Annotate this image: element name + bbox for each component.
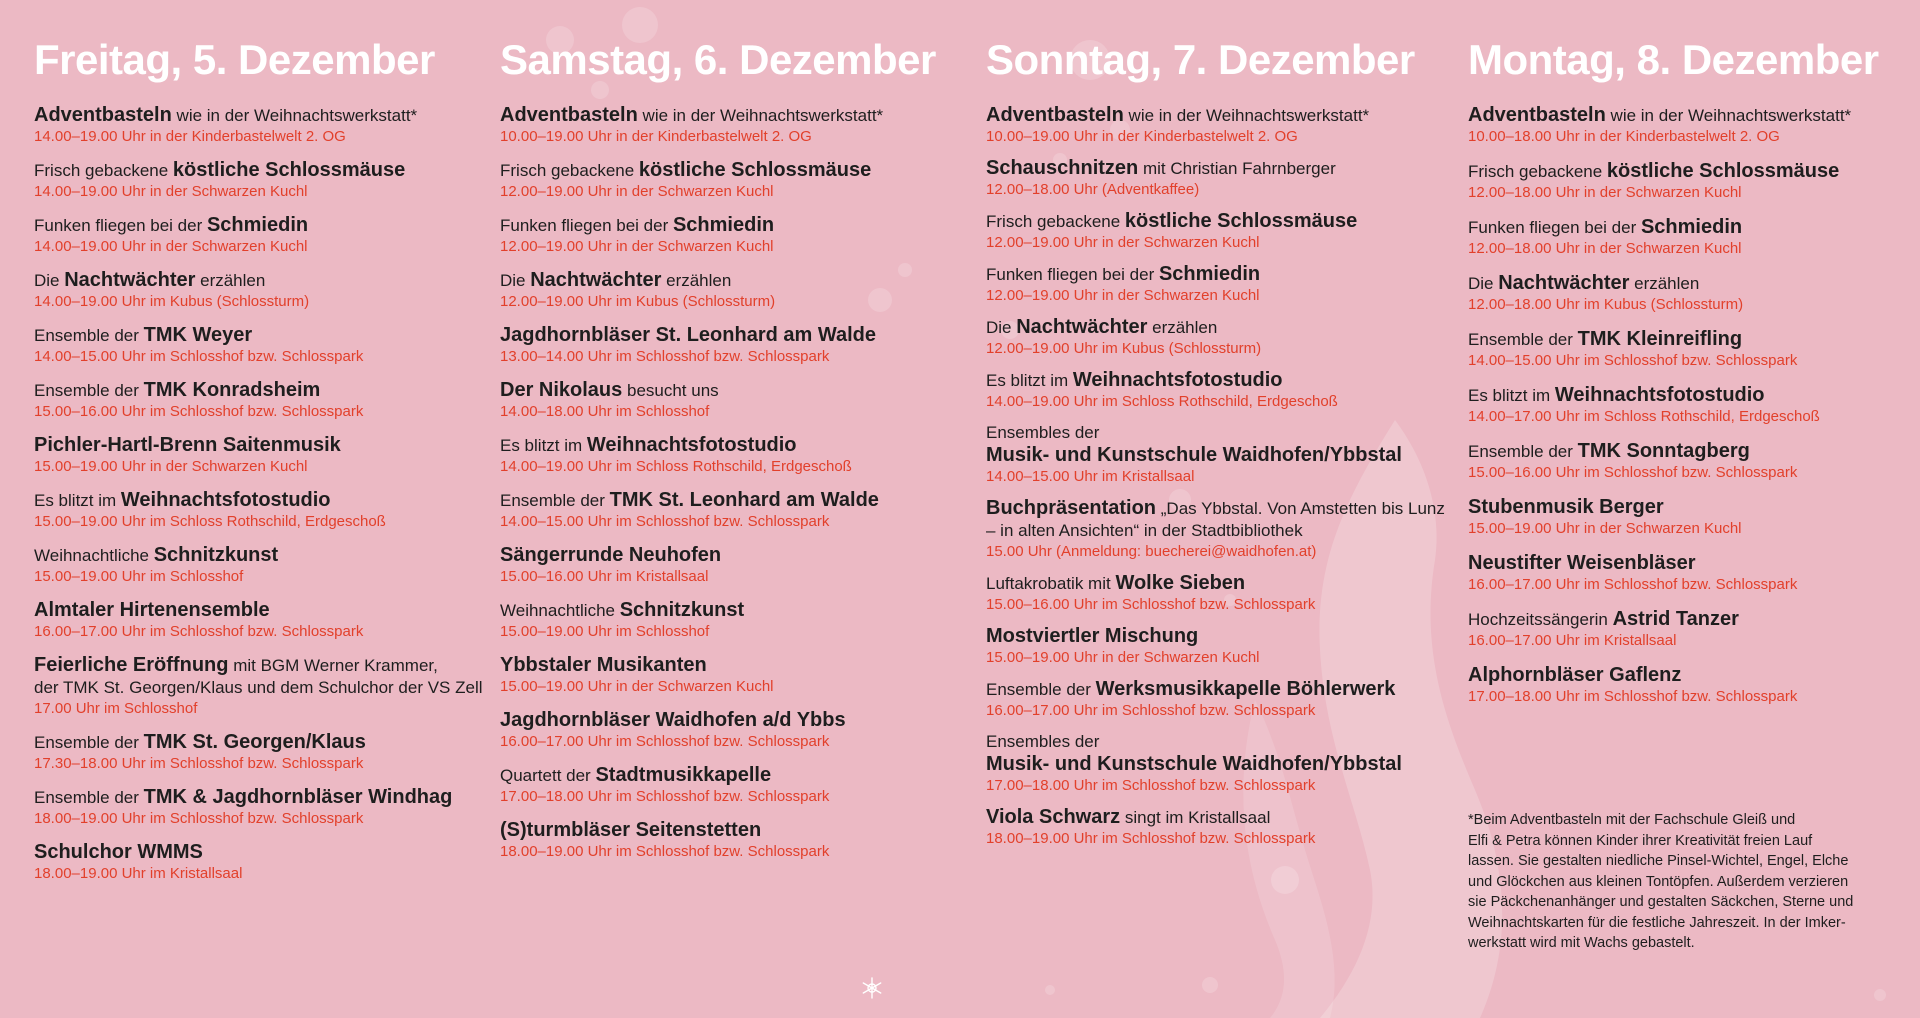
event-text: Ensemble der <box>34 733 144 752</box>
event-item <box>500 544 936 587</box>
event-text: – in alten Ansichten“ in der Stadtbibliothek <box>986 521 1303 540</box>
event-text: Ensemble der <box>34 788 144 807</box>
footnote-line: lassen. Sie gestalten niedliche Pinsel-Wichtel, Engel, Elche <box>1468 853 1849 869</box>
event-time: 12.00–18.00 Uhr in der Schwarzen Kuchl <box>1468 184 1742 201</box>
event-time: 16.00–17.00 Uhr im Schlosshof bzw. Schlosspark <box>1468 576 1798 593</box>
footnote-line: Elfi & Petra können Kinder ihrer Kreativität freien Lauf <box>1468 832 1813 849</box>
event-time: 16.00–17.00 Uhr im Schlosshof bzw. Schlosspark <box>34 623 364 640</box>
event-title <box>500 434 936 457</box>
event-title <box>1468 328 1879 351</box>
event-highlight: Pichler-Hartl-Brenn Saitenmusik <box>34 434 341 456</box>
event-time: 10.00–19.00 Uhr in der Kinderbastelwelt 2. OG <box>986 128 1298 145</box>
event-item <box>986 422 1445 487</box>
day-column <box>986 34 1445 859</box>
event-time: 12.00–19.00 Uhr im Kubus (Schlossturm) <box>986 340 1262 357</box>
event-text: singt im Kristallsaal <box>1120 808 1271 827</box>
event-title <box>1468 216 1879 239</box>
event-title <box>34 269 483 292</box>
event-highlight: Ybbstaler Musikanten <box>500 654 707 676</box>
event-text: Ensemble der <box>500 491 610 510</box>
event-text: Hochzeitssängerin <box>1468 610 1613 629</box>
event-time: 17.00–18.00 Uhr im Schlosshof bzw. Schlosspark <box>500 788 830 805</box>
event-time: 15.00–19.00 Uhr in der Schwarzen Kuchl <box>500 678 774 695</box>
event-highlight: Schnitzkunst <box>153 544 279 566</box>
event-item <box>34 269 483 312</box>
event-highlight: Musik- und Kunstschule Waidhofen/Ybbstal <box>986 753 1402 775</box>
event-title <box>34 677 483 699</box>
event-time: 14.00–17.00 Uhr im Schloss Rothschild, Erdgeschoß <box>1468 408 1820 425</box>
event-text: Es blitzt im <box>34 491 121 510</box>
event-title <box>986 572 1445 595</box>
event-text: Ensemble der <box>34 326 144 345</box>
event-time: 14.00–19.00 Uhr im Schloss Rothschild, Erdgeschoß <box>986 393 1338 410</box>
event-time: 16.00–17.00 Uhr im Schlosshof bzw. Schlosspark <box>500 733 830 750</box>
event-text: Ensembles der <box>986 732 1100 751</box>
event-highlight: Nachtwächter <box>64 269 196 291</box>
event-item <box>500 599 936 642</box>
event-text: Funken fliegen bei der <box>500 216 673 235</box>
event-item <box>34 544 483 587</box>
event-item <box>986 316 1445 359</box>
event-time: 15.00 Uhr (Anmeldung: buecherei@waidhofen.at) <box>986 543 1317 560</box>
event-title <box>500 324 936 347</box>
event-title <box>986 731 1445 753</box>
event-time: 18.00–19.00 Uhr im Schlosshof bzw. Schlosspark <box>500 843 830 860</box>
event-time: 14.00–15.00 Uhr im Schlosshof bzw. Schlosspark <box>34 348 364 365</box>
event-highlight: Schmiedin <box>1158 263 1261 285</box>
event-time: 18.00–19.00 Uhr im Schlosshof bzw. Schlosspark <box>34 810 364 827</box>
event-text: Luftakrobatik mit <box>986 574 1116 593</box>
event-highlight: köstliche Schlossmäuse <box>1124 210 1358 232</box>
event-time: 14.00–19.00 Uhr im Schloss Rothschild, Erdgeschoß <box>500 458 852 475</box>
event-item <box>34 786 483 829</box>
event-highlight: TMK St. Georgen/Klaus <box>143 731 366 753</box>
event-time: 15.00–16.00 Uhr im Schlosshof bzw. Schlosspark <box>34 403 364 420</box>
event-title <box>1468 608 1879 631</box>
event-highlight: Nachtwächter <box>530 269 662 291</box>
event-text: Es blitzt im <box>1468 386 1555 405</box>
event-text: besucht uns <box>622 381 719 400</box>
event-title <box>1468 552 1879 575</box>
footnote-line: werkstatt wird mit Wachs gebastelt. <box>1468 935 1695 951</box>
event-time: 12.00–18.00 Uhr in der Schwarzen Kuchl <box>1468 240 1742 257</box>
event-highlight: köstliche Schlossmäuse <box>638 159 872 181</box>
event-highlight: TMK Sonntagberg <box>1577 440 1750 462</box>
event-title <box>1468 440 1879 463</box>
event-item <box>34 731 483 774</box>
event-time: 12.00–19.00 Uhr in der Schwarzen Kuchl <box>986 287 1260 304</box>
event-text: Ensemble der <box>986 680 1096 699</box>
event-highlight: Schauschnitzen <box>986 157 1139 179</box>
event-time: 15.00–19.00 Uhr in der Schwarzen Kuchl <box>1468 520 1742 537</box>
event-item <box>1468 440 1879 483</box>
event-highlight: köstliche Schlossmäuse <box>172 159 406 181</box>
event-title <box>34 434 483 457</box>
footnote <box>1468 810 1858 954</box>
event-highlight: Stadtmusikkapelle <box>595 764 772 786</box>
event-title <box>34 159 483 182</box>
event-highlight: Nachtwächter <box>1016 316 1148 338</box>
event-item <box>986 263 1445 306</box>
event-text: Funken fliegen bei der <box>34 216 207 235</box>
footnote-line: *Beim Adventbasteln mit der Fachschule Gleiß und <box>1468 812 1796 828</box>
event-title <box>986 316 1445 339</box>
event-item <box>500 764 936 807</box>
event-text: Die <box>34 271 65 290</box>
event-item <box>986 104 1445 147</box>
event-title <box>986 520 1445 542</box>
event-highlight: TMK & Jagdhornbläser Windhag <box>143 786 453 808</box>
event-title <box>500 159 936 182</box>
day-heading: Sonntag, 7. Dezember <box>986 36 1415 83</box>
event-item <box>500 709 936 752</box>
event-time: 10.00–19.00 Uhr in der Kinderbastelwelt 2. OG <box>500 128 812 145</box>
event-highlight: Weihnachtsfotostudio <box>1554 384 1765 406</box>
event-title <box>34 324 483 347</box>
event-time: 15.00–19.00 Uhr im Schloss Rothschild, Erdgeschoß <box>34 513 386 530</box>
event-highlight: Schmiedin <box>206 214 309 236</box>
event-text: der TMK St. Georgen/Klaus und dem Schulchor der VS Zell <box>34 678 483 697</box>
event-item <box>34 841 483 884</box>
day-heading: Montag, 8. Dezember <box>1468 36 1879 83</box>
event-highlight: Nachtwächter <box>1498 272 1630 294</box>
event-item <box>34 434 483 477</box>
event-time: 15.00–16.00 Uhr im Schlosshof bzw. Schlosspark <box>1468 464 1798 481</box>
event-time: 14.00–15.00 Uhr im Schlosshof bzw. Schlosspark <box>500 513 830 530</box>
event-item <box>500 819 936 862</box>
event-text: „Das Ybbstal. Von Amstetten bis Lunz <box>1156 499 1445 518</box>
event-item <box>1468 384 1879 427</box>
event-title <box>500 214 936 237</box>
event-title <box>1468 664 1879 687</box>
event-title <box>500 654 936 677</box>
event-title <box>34 214 483 237</box>
event-title <box>1468 272 1879 295</box>
event-highlight: Schmiedin <box>672 214 775 236</box>
event-time: 17.00–18.00 Uhr im Schlosshof bzw. Schlosspark <box>1468 688 1798 705</box>
event-time: 14.00–18.00 Uhr im Schlosshof <box>500 403 710 420</box>
event-time: 17.30–18.00 Uhr im Schlosshof bzw. Schlosspark <box>34 755 364 772</box>
event-highlight: Alphornbläser Gaflenz <box>1468 664 1682 686</box>
event-time: 17.00–18.00 Uhr im Schlosshof bzw. Schlosspark <box>986 777 1316 794</box>
footnote-line: sie Päckchenanhänger und gestalten Säckchen, Sterne und <box>1468 894 1854 910</box>
event-item <box>986 678 1445 721</box>
day-column <box>34 34 483 896</box>
event-time: 16.00–17.00 Uhr im Kristallsaal <box>1468 632 1677 649</box>
event-time: 15.00–19.00 Uhr in der Schwarzen Kuchl <box>34 458 308 475</box>
event-title <box>500 764 936 787</box>
event-time: 10.00–18.00 Uhr in der Kinderbastelwelt 2. OG <box>1468 128 1780 145</box>
event-item <box>500 489 936 532</box>
event-time: 15.00–16.00 Uhr im Schlosshof bzw. Schlosspark <box>986 596 1316 613</box>
event-highlight: Jagdhornbläser Waidhofen a/d Ybbs <box>500 709 846 731</box>
event-title <box>34 786 483 809</box>
footnote-line: Weihnachtskarten für die festliche Jahreszeit. In der Imker- <box>1468 914 1846 931</box>
event-highlight: Adventbasteln <box>34 104 172 126</box>
event-time: 14.00–19.00 Uhr in der Schwarzen Kuchl <box>34 183 308 200</box>
event-time: 18.00–19.00 Uhr im Kristallsaal <box>34 865 243 882</box>
event-text: Weihnachtliche <box>500 601 620 620</box>
event-time: 14.00–15.00 Uhr im Schlosshof bzw. Schlosspark <box>1468 352 1798 369</box>
event-time: 17.00 Uhr im Schlosshof <box>34 700 198 717</box>
event-item <box>986 572 1445 615</box>
event-text: Es blitzt im <box>986 371 1073 390</box>
event-title <box>34 489 483 512</box>
event-text: Die <box>1468 274 1499 293</box>
event-highlight: Stubenmusik Berger <box>1468 496 1664 518</box>
event-text: Frisch gebackene <box>500 161 639 180</box>
event-item <box>1468 664 1879 707</box>
event-title <box>1468 160 1879 183</box>
event-highlight: Astrid Tanzer <box>1612 608 1739 630</box>
event-title <box>986 422 1445 444</box>
event-title <box>500 104 936 127</box>
event-text: Frisch gebackene <box>986 212 1125 231</box>
day-heading: Samstag, 6. Dezember <box>500 36 936 83</box>
event-item <box>1468 272 1879 315</box>
event-item <box>500 104 936 147</box>
event-item <box>1468 552 1879 595</box>
event-title <box>500 489 936 512</box>
day-column <box>1468 34 1879 720</box>
event-title <box>1468 104 1879 127</box>
event-title <box>986 625 1445 648</box>
footnote-line: und Glöckchen aus kleinen Tontöpfen. Außerdem verzieren <box>1468 873 1849 890</box>
event-time: 12.00–19.00 Uhr in der Schwarzen Kuchl <box>986 234 1260 251</box>
event-text: erzählen <box>1147 318 1218 337</box>
event-title <box>986 497 1445 520</box>
event-title <box>34 544 483 567</box>
event-item <box>500 654 936 697</box>
event-title <box>986 263 1445 286</box>
event-item <box>34 324 483 367</box>
event-text: Ensemble der <box>1468 330 1578 349</box>
event-text: erzählen <box>195 271 266 290</box>
event-time: 12.00–19.00 Uhr im Kubus (Schlossturm) <box>500 293 776 310</box>
event-time: 14.00–19.00 Uhr in der Schwarzen Kuchl <box>34 238 308 255</box>
event-text: wie in der Weihnachtswerkstatt* <box>171 106 418 125</box>
day-heading: Freitag, 5. Dezember <box>34 36 435 83</box>
event-time: 15.00–19.00 Uhr im Schlosshof <box>500 623 710 640</box>
event-text: Die <box>986 318 1017 337</box>
event-item <box>500 269 936 312</box>
event-highlight: Feierliche Eröffnung <box>34 654 229 676</box>
event-time: 12.00–19.00 Uhr in der Schwarzen Kuchl <box>500 183 774 200</box>
event-highlight: TMK Weyer <box>143 324 253 346</box>
event-text: wie in der Weihnachtswerkstatt* <box>637 106 884 125</box>
event-highlight: TMK Kleinreifling <box>1577 328 1743 350</box>
event-item <box>500 434 936 477</box>
event-item <box>34 214 483 257</box>
event-highlight: Weihnachtsfotostudio <box>1072 369 1283 391</box>
event-item <box>986 806 1445 849</box>
event-text: erzählen <box>1629 274 1700 293</box>
event-text: wie in der Weihnachtswerkstatt* <box>1605 106 1852 125</box>
event-item <box>1468 496 1879 539</box>
event-highlight: Weihnachtsfotostudio <box>120 489 331 511</box>
event-highlight: Neustifter Weisenbläser <box>1468 552 1696 574</box>
event-item <box>500 214 936 257</box>
event-item <box>34 654 483 719</box>
event-highlight: Viola Schwarz <box>986 806 1121 828</box>
event-item <box>1468 104 1879 147</box>
event-item <box>1468 608 1879 651</box>
event-text: Ensemble der <box>1468 442 1578 461</box>
event-time: 15.00–19.00 Uhr in der Schwarzen Kuchl <box>986 649 1260 666</box>
event-item <box>1468 160 1879 203</box>
event-time: 15.00–19.00 Uhr im Schlosshof <box>34 568 244 585</box>
event-text: Frisch gebackene <box>34 161 173 180</box>
event-highlight: (S)turmbläser Seitenstetten <box>500 819 762 841</box>
event-text: mit Christian Fahrnberger <box>1138 159 1336 178</box>
event-title <box>34 841 483 864</box>
event-item <box>986 625 1445 668</box>
event-title <box>986 678 1445 701</box>
event-item <box>986 497 1445 562</box>
event-title <box>34 731 483 754</box>
event-item <box>986 157 1445 200</box>
event-item <box>500 379 936 422</box>
event-highlight: Jagdhornbläser St. Leonhard am Walde <box>500 324 876 346</box>
event-time: 12.00–18.00 Uhr im Kubus (Schlossturm) <box>1468 296 1744 313</box>
event-highlight: Der Nikolaus <box>500 379 623 401</box>
event-highlight: Schmiedin <box>1640 216 1743 238</box>
event-time: 12.00–18.00 Uhr (Adventkaffee) <box>986 181 1200 198</box>
event-title <box>500 269 936 292</box>
event-title <box>986 806 1445 829</box>
snowflake-icon <box>860 976 884 1000</box>
event-time: 18.00–19.00 Uhr im Schlosshof bzw. Schlosspark <box>986 830 1316 847</box>
event-highlight: Schulchor WMMS <box>34 841 203 863</box>
event-highlight: Werksmusikkapelle Böhlerwerk <box>1095 678 1396 700</box>
event-title <box>986 444 1445 467</box>
event-highlight: Almtaler Hirtenensemble <box>34 599 270 621</box>
event-text: Weihnachtliche <box>34 546 154 565</box>
event-title <box>986 157 1445 180</box>
event-highlight: Adventbasteln <box>1468 104 1606 126</box>
event-title <box>500 819 936 842</box>
event-item <box>1468 216 1879 259</box>
event-title <box>500 709 936 732</box>
event-title <box>34 654 483 677</box>
event-text: Funken fliegen bei der <box>1468 218 1641 237</box>
event-highlight: Adventbasteln <box>986 104 1124 126</box>
event-text: wie in der Weihnachtswerkstatt* <box>1123 106 1370 125</box>
event-highlight: TMK Konradsheim <box>143 379 321 401</box>
event-highlight: Sängerrunde Neuhofen <box>500 544 722 566</box>
event-item <box>34 104 483 147</box>
event-title <box>500 379 936 402</box>
event-title <box>986 104 1445 127</box>
event-text: Die <box>500 271 531 290</box>
event-time: 12.00–19.00 Uhr in der Schwarzen Kuchl <box>500 238 774 255</box>
day-column <box>500 34 936 874</box>
event-highlight: Wolke Sieben <box>1115 572 1246 594</box>
event-title <box>34 379 483 402</box>
event-title <box>34 599 483 622</box>
event-text: mit BGM Werner Krammer, <box>228 656 438 675</box>
event-time: 14.00–19.00 Uhr im Kubus (Schlossturm) <box>34 293 310 310</box>
event-item <box>986 210 1445 253</box>
event-item <box>986 731 1445 796</box>
event-item <box>34 379 483 422</box>
event-item <box>1468 328 1879 371</box>
event-title <box>34 104 483 127</box>
event-text: Es blitzt im <box>500 436 587 455</box>
event-highlight: Schnitzkunst <box>619 599 745 621</box>
event-item <box>34 489 483 532</box>
event-item <box>500 159 936 202</box>
event-title <box>500 599 936 622</box>
event-text: Frisch gebackene <box>1468 162 1607 181</box>
event-highlight: Weihnachtsfotostudio <box>586 434 797 456</box>
event-highlight: Musik- und Kunstschule Waidhofen/Ybbstal <box>986 444 1402 466</box>
event-text: Ensemble der <box>34 381 144 400</box>
event-item <box>986 369 1445 412</box>
event-title <box>986 369 1445 392</box>
event-highlight: Adventbasteln <box>500 104 638 126</box>
event-item <box>34 599 483 642</box>
event-title <box>1468 384 1879 407</box>
event-title <box>500 544 936 567</box>
event-text: Ensembles der <box>986 423 1100 442</box>
event-time: 16.00–17.00 Uhr im Schlosshof bzw. Schlosspark <box>986 702 1316 719</box>
event-text: Quartett der <box>500 766 596 785</box>
event-title <box>986 210 1445 233</box>
event-item <box>500 324 936 367</box>
event-text: erzählen <box>661 271 732 290</box>
event-title <box>986 753 1445 776</box>
event-text: Funken fliegen bei der <box>986 265 1159 284</box>
event-time: 14.00–15.00 Uhr im Kristallsaal <box>986 468 1195 485</box>
event-highlight: Buchpräsentation <box>986 497 1157 519</box>
event-item <box>34 159 483 202</box>
event-time: 14.00–19.00 Uhr in der Kinderbastelwelt 2. OG <box>34 128 346 145</box>
event-title <box>1468 496 1879 519</box>
event-time: 15.00–16.00 Uhr im Kristallsaal <box>500 568 709 585</box>
event-highlight: Mostviertler Mischung <box>986 625 1199 647</box>
event-time: 13.00–14.00 Uhr im Schlosshof bzw. Schlosspark <box>500 348 830 365</box>
event-highlight: TMK St. Leonhard am Walde <box>609 489 879 511</box>
event-highlight: köstliche Schlossmäuse <box>1606 160 1840 182</box>
